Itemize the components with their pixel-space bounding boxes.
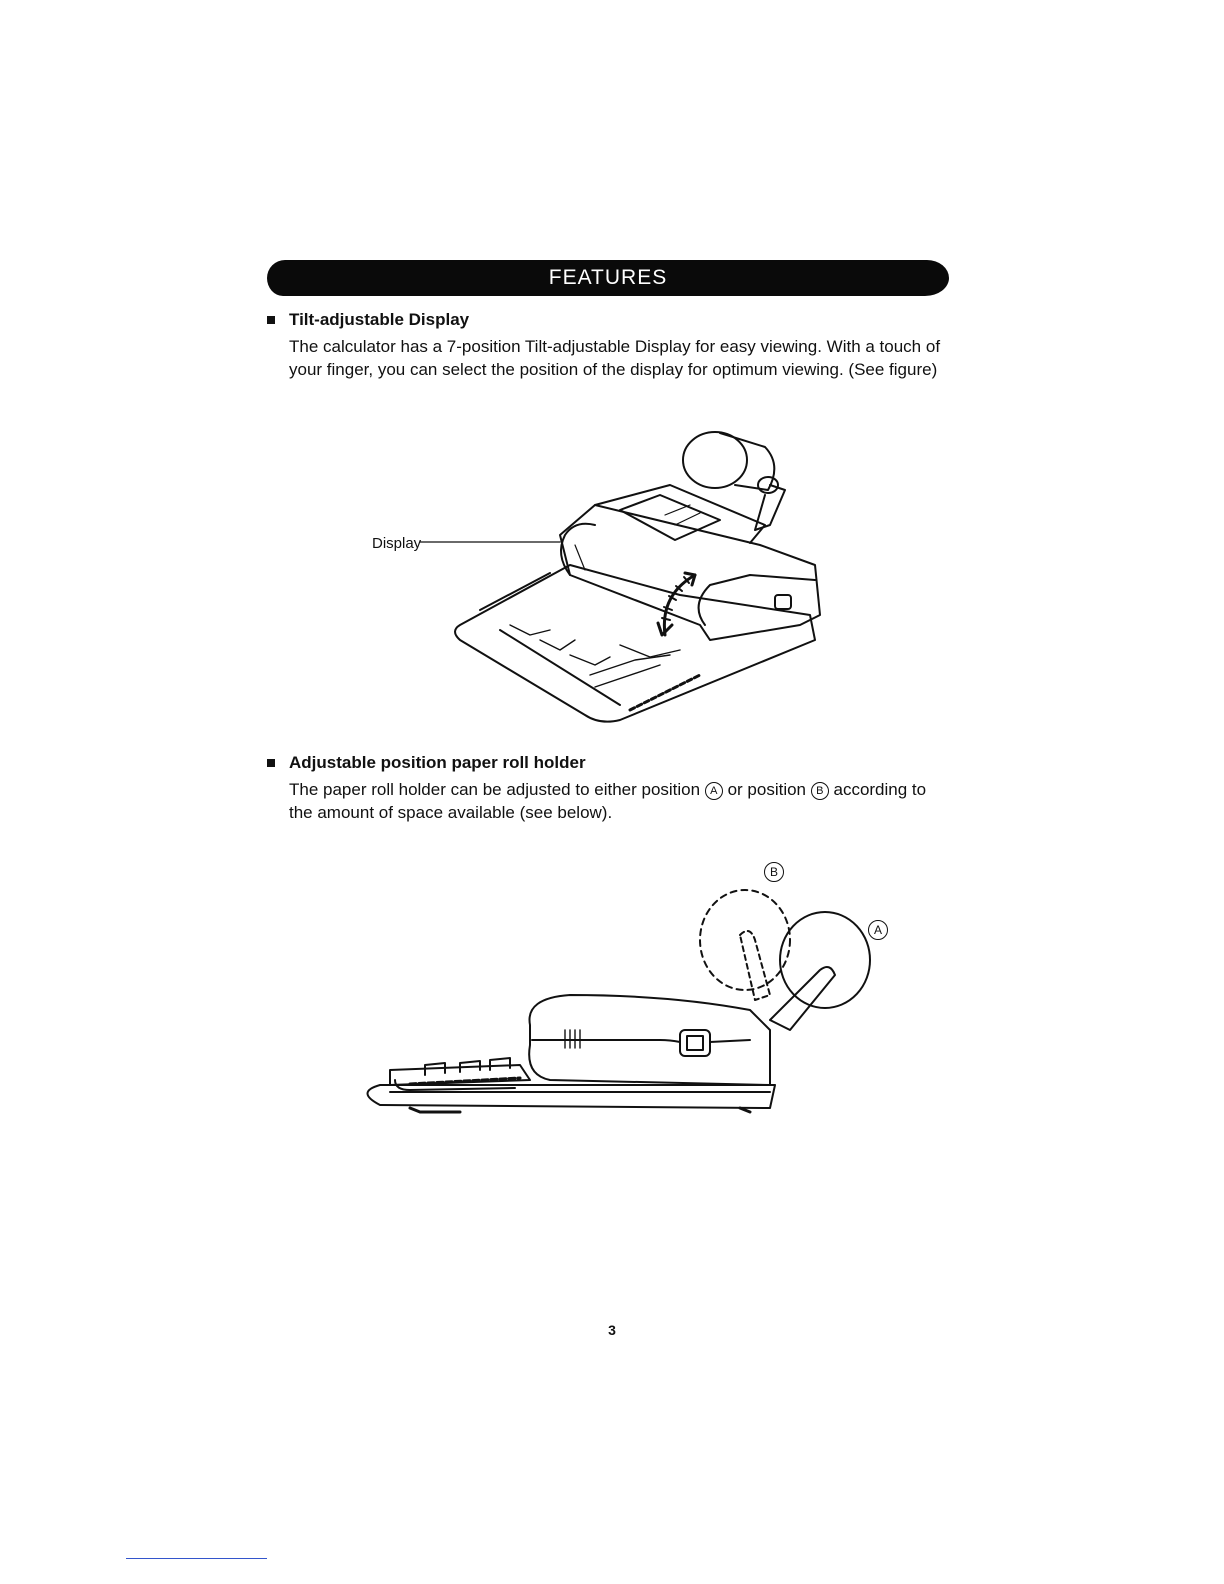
position-a-symbol: A — [705, 782, 723, 800]
banner-title: FEATURES — [548, 266, 668, 289]
body-part-2: or position — [727, 780, 807, 799]
section-body: The calculator has a 7-position Tilt-adjustable Display for easy viewing. With a touch of your finger, you can select the position of the display for optimum viewing. (See figure) — [289, 337, 941, 379]
body-part-3: according to the amount of space available (see below). — [289, 780, 927, 822]
footer-rule — [126, 1558, 267, 1559]
body-part-1: The paper roll holder can be adjusted to either position — [289, 780, 701, 799]
calculator-tilt-illustration — [420, 425, 840, 725]
bullet-square-icon — [267, 759, 275, 767]
section-body — [289, 778, 952, 824]
position-a-label: A — [868, 920, 888, 940]
paper-roll-side-illustration — [350, 880, 890, 1120]
section-tilt-display — [262, 309, 952, 381]
section-heading: Tilt-adjustable Display — [289, 310, 470, 329]
position-b-label: B — [764, 862, 784, 882]
features-banner — [267, 260, 949, 296]
bullet-square-icon — [267, 316, 275, 324]
section-paper-roll-holder — [262, 752, 952, 824]
position-b-symbol: B — [811, 782, 829, 800]
section-heading: Adjustable position paper roll holder — [289, 753, 586, 772]
display-callout-label: Display — [372, 535, 422, 552]
page-number: 3 — [608, 1322, 616, 1338]
